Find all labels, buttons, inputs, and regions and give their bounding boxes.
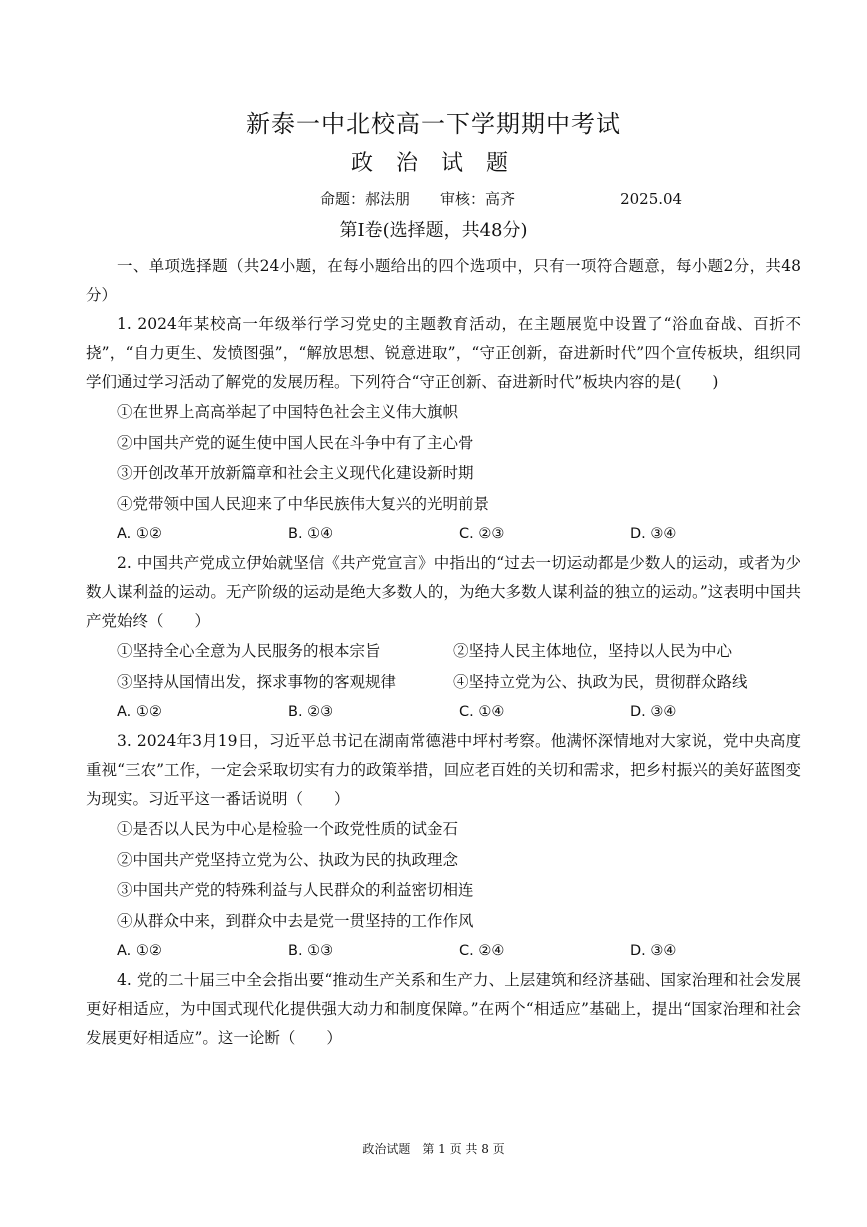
statement-item: ②中国共产党的诞生使中国人民在斗争中有了主心骨 — [117, 433, 474, 452]
statement-item: ①在世界上高高举起了中国特色社会主义伟大旗帜 — [117, 403, 459, 421]
exam-title: 新泰一中北校高一下学期期中考试 — [246, 110, 621, 138]
statement-item: ④从群众中来，到群众中去是党一贯坚持的工作作风 — [117, 911, 474, 930]
page-footer: 政治试题 第 1 页 共 8 页 — [362, 1142, 505, 1156]
statement-item: ③中国共产党的特殊利益与人民群众的利益密切相连 — [117, 881, 474, 899]
answer-choices — [86, 936, 801, 966]
statement-item: ②坚持人民主体地位，坚持以人民为中心 — [453, 642, 733, 660]
choice-c: C. ②④ — [459, 943, 505, 959]
statement-item: ①是否以人民为中心是检验一个政党性质的试金石 — [117, 820, 459, 838]
statement-item: ④坚持立党为公、执政为民，贯彻群众路线 — [453, 672, 748, 691]
choice-c: C. ①④ — [459, 704, 505, 720]
exam-date: 2025.04 — [620, 190, 683, 208]
choice-a: A. ①② — [117, 943, 162, 959]
statement-row — [86, 667, 801, 698]
choice-a: A. ①② — [117, 704, 162, 720]
statement-item: ①坚持全心全意为人民服务的根本宗旨 — [117, 642, 381, 660]
choice-b: B. ①③ — [288, 943, 334, 959]
exam-meta — [320, 188, 682, 209]
choice-d: D. ③④ — [630, 943, 677, 959]
question-stem: 3. 2024年3月19日，习近平总书记在湖南常德港中坪村考察。他满怀深情地对大家说，党中央高度重视“三农”工作，一定会采取切实有力的政策举措，回应老百姓的关切和需求，把乡村振兴的美好蓝图变为现实。习近平这一番话说明（ ） — [86, 732, 801, 808]
choice-d: D. ③④ — [630, 526, 677, 542]
question-stem: 1. 2024年某校高一年级举行学习党史的主题教育活动，在主题展览中设置了“浴血奋战、百折不挠”，“自力更生、发愤图强”，“解放思想、锐意进取”，“守正创新，奋进新时代”四个宣传板块，组织同学们通过学习活动了解党的发展历程。下列符合“守正创新、奋进新时代”板块内容的是( ) — [86, 315, 801, 391]
choice-b: B. ①④ — [288, 526, 334, 542]
choice-a: A. ①② — [117, 526, 162, 542]
choice-b: B. ②③ — [288, 704, 334, 720]
question-list — [86, 252, 801, 1053]
author: 命题：郝法朋 — [320, 190, 411, 208]
statement-item: ②中国共产党坚持立党为公、执政为民的执政理念 — [117, 850, 459, 869]
statement-item: ④党带领中国人民迎来了中华民族伟大复兴的光明前景 — [117, 494, 490, 513]
choice-d: D. ③④ — [630, 704, 677, 720]
instructions: 一、单项选择题（共24小题，在每小题给出的四个选项中，只有一项符合题意，每小题2分，共48分） — [86, 257, 801, 304]
question-stem: 2. 中国共产党成立伊始就坚信《共产党宣言》中指出的“过去一切运动都是少数人的运动，或者为少数人谋利益的运动。无产阶级的运动是绝大多数人的，为绝大多数人谋利益的独立的运动。”这表明中国共产党始终（ ） — [86, 554, 801, 630]
answer-choices — [86, 697, 801, 727]
statement-item: ③坚持从国情出发，探求事物的客观规律 — [117, 672, 397, 691]
choice-c: C. ②③ — [459, 526, 505, 542]
reviewer: 审核：高齐 — [440, 190, 516, 208]
section-heading: 第Ⅰ卷(选择题，共48分) — [339, 220, 528, 241]
statement-row — [86, 636, 801, 667]
exam-subtitle: 政 治 试 题 — [351, 151, 516, 176]
statement-item: ③开创改革开放新篇章和社会主义现代化建设新时期 — [117, 464, 474, 482]
answer-choices — [86, 519, 801, 549]
question-stem: 4. 党的二十届三中全会指出要“推动生产关系和生产力、上层建筑和经济基础、国家治理和社会发展更好相适应，为中国式现代化提供强大动力和制度保障。”在两个“相适应”基础上，提出“国家治理和社会发展更好相适应”。这一论断（ ） — [86, 971, 801, 1047]
